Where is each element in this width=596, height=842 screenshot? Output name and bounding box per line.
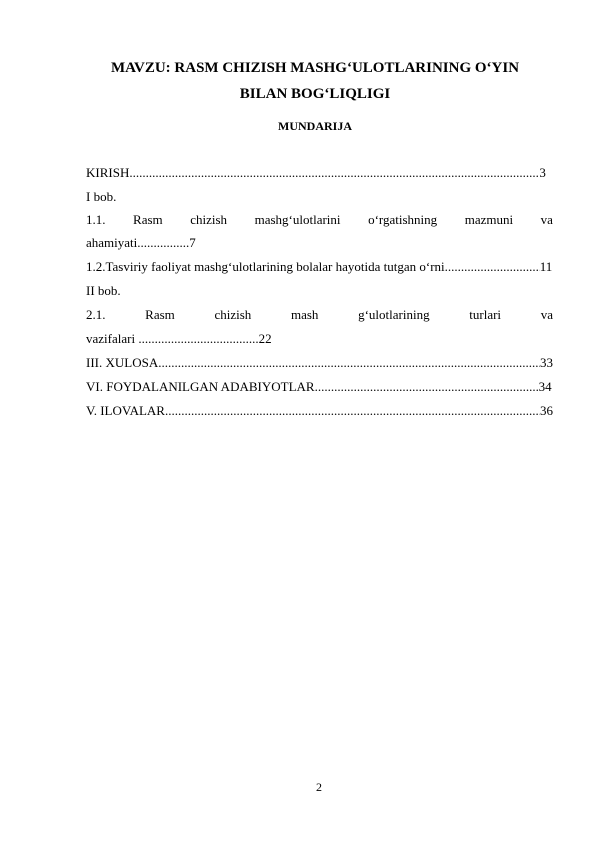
toc-entry-adabiyotlar [86,379,553,395]
toc-entry-page: 34 [538,379,552,394]
toc-word: g‘ulotlarining [358,307,430,322]
toc-entry-2-1-continued: vazifalari .....................................22 [86,331,272,346]
document-title-line-1: MAVZU: RASM CHIZISH MASHG‘ULOTLARINING O‘YIN [110,60,520,76]
toc-word: mashg‘ulotlarini [254,212,341,227]
toc-leader-dots [315,379,539,395]
toc-word: 2.1. [86,307,106,322]
contents-heading: MUNDARIJA [278,119,352,133]
toc-entry-page: 11 [539,259,553,274]
toc-entry-page: 36 [540,403,553,418]
toc-word: chizish [190,212,228,227]
toc-word: va [540,212,553,227]
toc-entry-2-1 [86,307,553,323]
toc-leader-dots [129,165,539,181]
toc-word: o‘rgatishning [368,212,438,227]
document-title-line-2: BILAN BOG‘LIQLIGI [239,86,391,102]
toc-leader-dots [445,259,540,275]
toc-leader-dots [165,403,540,419]
toc-entry-1-2 [86,259,553,275]
toc-entry-label: KIRISH [86,165,130,180]
toc-chapter-2: II bob. [86,283,121,298]
toc-entry-1-1 [86,212,553,228]
toc-word: va [540,307,553,322]
toc-word: turlari [469,307,502,322]
toc-word: Rasm [145,307,175,322]
toc-word: mazmuni [464,212,514,227]
toc-entry-xulosa [86,355,553,371]
toc-word: Rasm [133,212,163,227]
toc-word: chizish [214,307,252,322]
page-number: 2 [316,780,322,794]
toc-entry-page: 3 [539,165,546,180]
toc-chapter-1: I bob. [86,189,117,204]
toc-word: mash [290,307,319,322]
toc-entry-1-1-continued: ahamiyati................7 [86,235,196,250]
toc-entry-ilovalar [86,403,553,419]
toc-entry-label: 1.2.Tasviriy faoliyat mashg‘ulotlarining bolalar hayotida tutgan o‘rni [86,259,445,274]
toc-leader-dots [158,355,540,371]
toc-entry-label: VI. FOYDALANILGAN ADABIYOTLAR [86,379,315,394]
toc-entry-label: III. XULOSA [86,355,159,370]
toc-entry-page: 33 [540,355,553,370]
toc-entry-kirish [86,165,553,181]
toc-word: 1.1. [86,212,106,227]
toc-entry-label: V. ILOVALAR [86,403,165,418]
